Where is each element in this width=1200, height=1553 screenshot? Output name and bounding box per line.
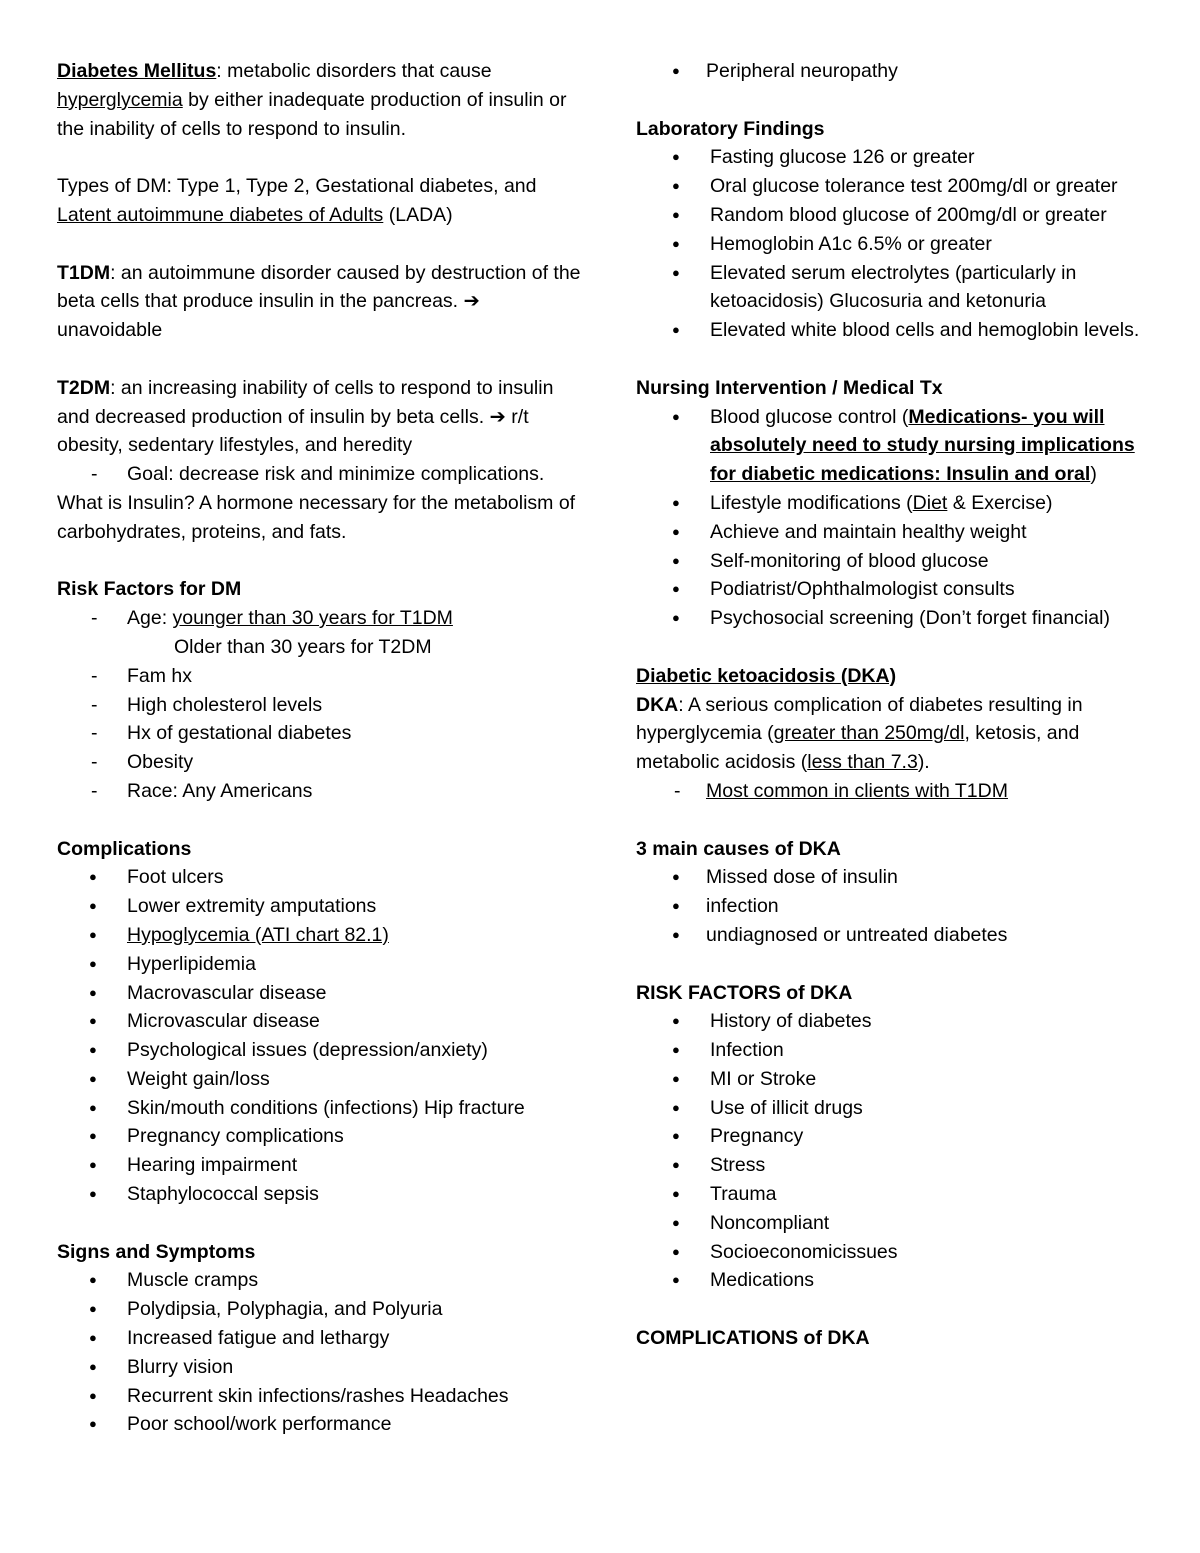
- complication-item: ● Hearing impairment: [57, 1151, 587, 1180]
- lab-item: ● Hemoglobin A1c 6.5% or greater: [636, 230, 1156, 259]
- lifestyle-text: Lifestyle modifications (: [710, 491, 913, 514]
- dka-risk-item: ● Trauma: [636, 1180, 1156, 1209]
- dka-heading: Diabetic ketoacidosis (DKA): [636, 664, 897, 687]
- risk-item: - High cholesterol levels: [57, 691, 587, 720]
- symptom-item: ● Increased fatigue and lethargy: [57, 1324, 587, 1353]
- intervention-item: ● Psychosocial screening (Don’t forget financial): [636, 604, 1156, 633]
- dka-glucose-threshold: greater than 250mg/dl: [773, 722, 965, 745]
- dka-risk-item: ● Infection: [636, 1036, 1156, 1065]
- lifestyle-exercise: & Exercise): [947, 491, 1053, 514]
- dka-common-note: [636, 777, 1156, 806]
- hyperglycemia-term: hyperglycemia: [57, 88, 183, 111]
- intervention-item: ● Podiatrist/Ophthalmologist consults: [636, 575, 1156, 604]
- bg-medications-note: Medications- you will absolutely need to study nursing implications for diabetic medications: Insulin and oral: [710, 405, 1135, 486]
- t2dm-definition: [57, 374, 587, 460]
- complication-item: ● Hyperlipidemia: [57, 950, 587, 979]
- lab-item: ● Elevated serum electrolytes (particularly in ketoacidosis) Glucosuria and ketonuria: [636, 259, 1156, 317]
- lab-findings-heading: Laboratory Findings: [636, 117, 825, 140]
- risk-factors-list: [57, 604, 587, 806]
- dm-term: Diabetes Mellitus: [57, 60, 217, 82]
- bg-close: ): [1090, 463, 1097, 486]
- risk-age-t1dm: younger than 30 years for T1DM: [172, 607, 453, 630]
- lada-term: Latent autoimmune diabetes of Adults: [57, 203, 384, 226]
- cause-item: ● undiagnosed or untreated diabetes: [636, 921, 1156, 950]
- complication-item: ● Staphylococcal sepsis: [57, 1180, 587, 1209]
- lab-item: ● Random blood glucose of 200mg/dl or greater: [636, 201, 1156, 230]
- risk-item: - Obesity: [57, 748, 587, 777]
- dka-label: DKA: [636, 693, 679, 716]
- dka-risk-item: ● History of diabetes: [636, 1007, 1156, 1036]
- types-text: Types of DM: Type 1, Type 2, Gestational diabetes, and: [57, 175, 537, 198]
- bg-text: Blood glucose control (: [710, 405, 909, 428]
- symptom-item: ● Polydipsia, Polyphagia, and Polyuria: [57, 1295, 587, 1324]
- lab-item: ● Fasting glucose 126 or greater: [636, 143, 1156, 172]
- hypoglycemia-text: Hypoglycemia (ATI chart 82.1): [127, 923, 389, 946]
- intervention-blood-glucose: [636, 403, 1156, 489]
- insulin-definition: [57, 489, 587, 547]
- risk-item: - Hx of gestational diabetes: [57, 719, 587, 748]
- risk-item: - Race: Any Americans: [57, 777, 587, 806]
- dka-def-3: ).: [917, 751, 930, 774]
- complication-item: ● Skin/mouth conditions (infections) Hip fracture: [57, 1094, 587, 1123]
- dka-note-list: [636, 777, 1156, 806]
- symptom-item: ● Peripheral neuropathy: [636, 57, 1156, 86]
- dka-risk-item: ● Stress: [636, 1151, 1156, 1180]
- dka-complications-heading: COMPLICATIONS of DKA: [636, 1327, 870, 1350]
- signs-symptoms-list: [57, 1266, 587, 1439]
- complication-item: ● Weight gain/loss: [57, 1065, 587, 1094]
- t2dm-goal: - Goal: decrease risk and minimize complications.: [57, 460, 587, 489]
- dm-def-part1: : metabolic disorders that cause: [216, 60, 492, 82]
- complications-heading: Complications: [57, 837, 192, 860]
- intervention-item: ● Self-monitoring of blood glucose: [636, 547, 1156, 576]
- dka-risk-item: ● Pregnancy: [636, 1122, 1156, 1151]
- complication-item: ● Psychological issues (depression/anxiety): [57, 1036, 587, 1065]
- intervention-item: ● Achieve and maintain healthy weight: [636, 518, 1156, 547]
- dka-ph-threshold: less than 7.3: [807, 751, 918, 774]
- t1dm-definition: [57, 259, 587, 345]
- complication-item: ● Lower extremity amputations: [57, 892, 587, 921]
- symptom-item: ● Poor school/work performance: [57, 1410, 587, 1439]
- dka-risk-item: ● Socioeconomicissues: [636, 1238, 1156, 1267]
- dka-risk-item: ● Use of illicit drugs: [636, 1094, 1156, 1123]
- insulin-def: ? A hormone necessary for the metabolism of carbohydrates, proteins, and fats.: [57, 491, 576, 543]
- dka-risk-item: ● Medications: [636, 1266, 1156, 1295]
- dka-common-text: Most common in clients with T1DM: [706, 779, 1008, 802]
- risk-age-t2dm: Older than 30 years for T2DM: [174, 635, 432, 658]
- dka-risk-item: ● Noncompliant: [636, 1209, 1156, 1238]
- symptoms-continued-list: [636, 57, 1156, 86]
- t1dm-term: T1DM: [57, 261, 111, 284]
- complication-item: ● Microvascular disease: [57, 1007, 587, 1036]
- t2dm-term: T2DM: [57, 376, 111, 399]
- t1dm-def: : an autoimmune disorder caused by destruction of the beta cells that produce insulin in the pancreas. ➔ unavoidable: [57, 261, 581, 342]
- symptom-item: ● Recurrent skin infections/rashes Headaches: [57, 1382, 587, 1411]
- symptom-item: ● Muscle cramps: [57, 1266, 587, 1295]
- dm-types: [57, 172, 587, 230]
- lada-abbr: (LADA): [383, 203, 453, 226]
- risk-age-label: Age:: [127, 607, 173, 630]
- complications-list: [57, 863, 587, 1209]
- intervention-lifestyle: [636, 489, 1156, 518]
- t2dm-def: : an increasing inability of cells to respond to insulin and decreased production of insulin by beta cells. ➔ r/t obesity, sedentary lifestyles, and heredity: [57, 376, 554, 457]
- risk-age: [57, 604, 587, 633]
- complication-item: ● Macrovascular disease: [57, 979, 587, 1008]
- nursing-intervention-heading: Nursing Intervention / Medical Tx: [636, 376, 943, 399]
- lab-findings-list: [636, 143, 1156, 345]
- complication-item: ● Foot ulcers: [57, 863, 587, 892]
- dka-causes-list: [636, 863, 1156, 949]
- left-column: [57, 57, 587, 1439]
- lifestyle-diet: Diet: [912, 491, 948, 514]
- dka-def-1: : A serious complication of diabetes resulting in hyperglycemia (: [636, 693, 1083, 745]
- t2dm-goal-list: [57, 460, 587, 489]
- dka-definition: [636, 691, 1156, 777]
- nursing-intervention-list: [636, 403, 1156, 633]
- dka-risk-heading: RISK FACTORS of DKA: [636, 981, 853, 1004]
- lab-item: ● Elevated white blood cells and hemoglobin levels.: [636, 316, 1156, 345]
- symptom-item: ● Blurry vision: [57, 1353, 587, 1382]
- lab-item: ● Oral glucose tolerance test 200mg/dl or greater: [636, 172, 1156, 201]
- right-column: [636, 57, 1156, 1353]
- dm-def-part2: by either inadequate production of insulin or the inability of cells to respond to insulin.: [57, 88, 567, 140]
- risk-item: - Fam hx: [57, 662, 587, 691]
- complication-item: ● Pregnancy complications: [57, 1122, 587, 1151]
- dm-definition: [57, 57, 587, 143]
- dka-def-2: , ketosis, and metabolic acidosis (: [636, 722, 1080, 774]
- dka-causes-heading: 3 main causes of DKA: [636, 837, 841, 860]
- dka-risk-list: [636, 1007, 1156, 1295]
- dka-risk-item: ● MI or Stroke: [636, 1065, 1156, 1094]
- complication-item-hypoglycemia: [57, 921, 587, 950]
- signs-symptoms-heading: Signs and Symptoms: [57, 1240, 256, 1263]
- cause-item: ● infection: [636, 892, 1156, 921]
- risk-factors-heading: Risk Factors for DM: [57, 578, 242, 601]
- cause-item: ● Missed dose of insulin: [636, 863, 1156, 892]
- insulin-question: What is Insulin: [57, 491, 184, 514]
